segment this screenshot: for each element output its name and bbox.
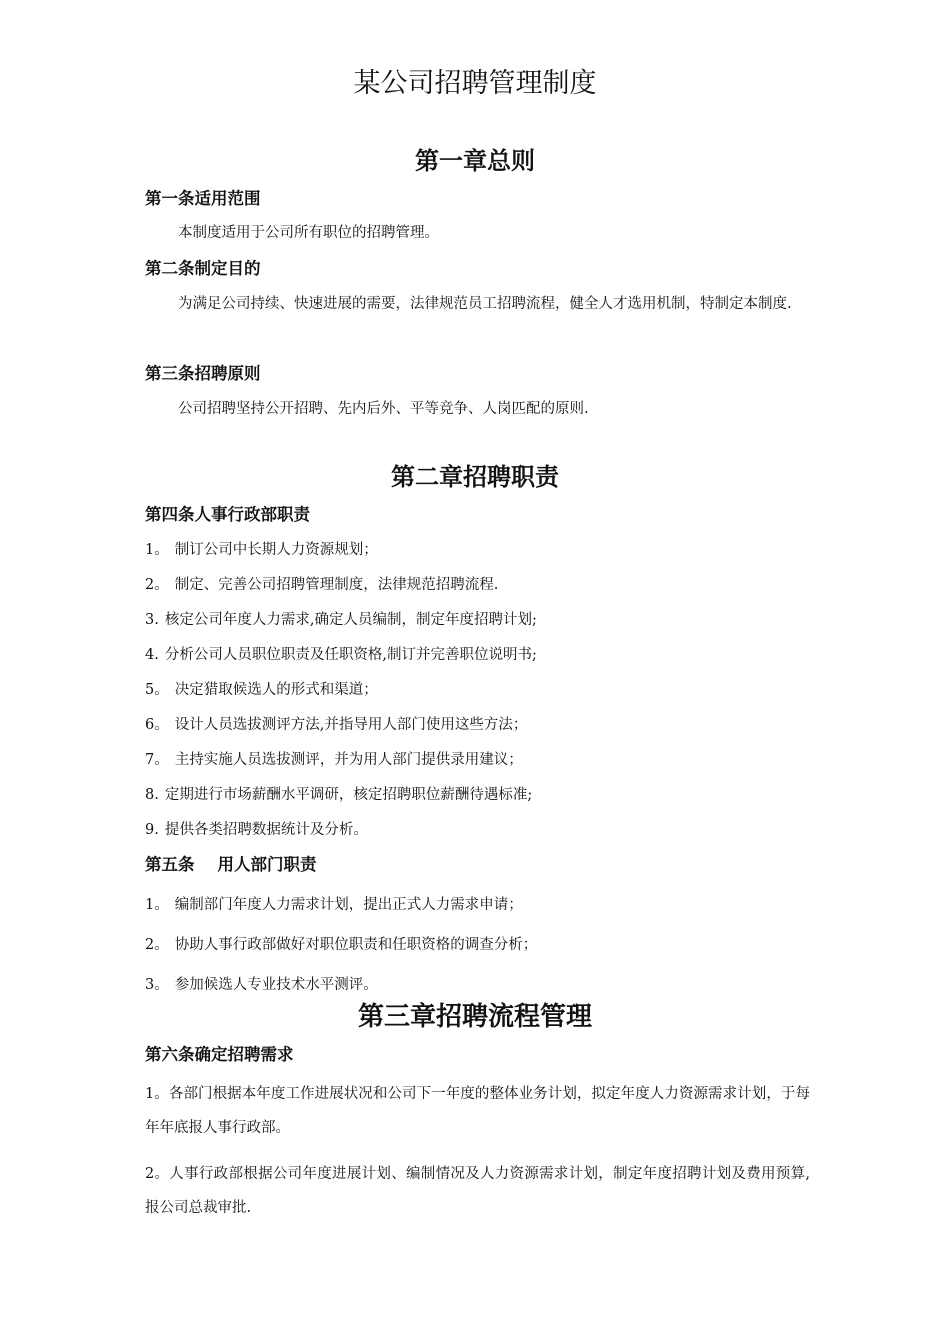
chapter-2-heading: 第二章招聘职责	[391, 463, 559, 491]
list-item: 1。 制订公司中长期人力资源规划；	[145, 542, 378, 558]
list-item: 7。 主持实施人员选拔测评，并为用人部门提供录用建议；	[145, 752, 523, 768]
list-item: 8. 定期进行市场薪酬水平调研，核定招聘职位薪酬待遇标准;	[145, 787, 533, 803]
list-item: 3。 参加候选人专业技术水平测评。	[145, 977, 378, 993]
list-item: 4. 分析公司人员职位职责及任职资格,制订并完善职位说明书;	[145, 647, 537, 663]
article-5-title: 第五条 用人部门职责	[145, 855, 317, 874]
article-4-title: 第四条人事行政部职责	[145, 505, 310, 524]
list-item: 6。 设计人员选拔测评方法,并指导用人部门使用这些方法；	[145, 717, 528, 733]
list-item: 3. 核定公司年度人力需求,确定人员编制，制定年度招聘计划;	[145, 612, 537, 628]
list-item: 2。 制定、完善公司招聘管理制度，法律规范招聘流程.	[145, 577, 499, 593]
article-6-title: 第六条确定招聘需求	[145, 1045, 294, 1064]
list-item: 1。 编制部门年度人力需求计划，提出正式人力需求申请；	[145, 897, 523, 913]
document-title: 某公司招聘管理制度	[353, 68, 597, 99]
article-6-paragraph-2: 2。人事行政部根据公司年度进展计划、编制情况及人力资源需求计划，制定年度招聘计划及费用预算,报公司总裁审批.	[145, 1166, 810, 1216]
article-2-title: 第二条制定目的	[145, 259, 261, 278]
article-1-title: 第一条适用范围	[145, 189, 261, 208]
chapter-3-heading: 第三章招聘流程管理	[357, 1002, 592, 1032]
article-1-text: 本制度适用于公司所有职位的招聘管理。	[178, 225, 439, 241]
article-3-title: 第三条招聘原则	[145, 364, 261, 383]
list-item: 9. 提供各类招聘数据统计及分析。	[145, 822, 368, 838]
article-3-text: 公司招聘坚持公开招聘、先内后外、平等竞争、人岗匹配的原则.	[178, 401, 589, 417]
article-6-paragraph-1: 1。各部门根据本年度工作进展状况和公司下一年度的整体业务计划，拟定年度人力资源需求计划，于每年年底报人事行政部。	[145, 1086, 810, 1136]
list-item: 5。 决定猎取候选人的形式和渠道；	[145, 682, 378, 698]
article-2-text: 为满足公司持续、快速进展的需要，法律规范员工招聘流程，健全人才选用机制，特制定本制度.	[178, 296, 792, 312]
chapter-1-heading: 第一章总则	[415, 147, 535, 175]
list-item: 2。 协助人事行政部做好对职位职责和任职资格的调查分析；	[145, 937, 538, 953]
